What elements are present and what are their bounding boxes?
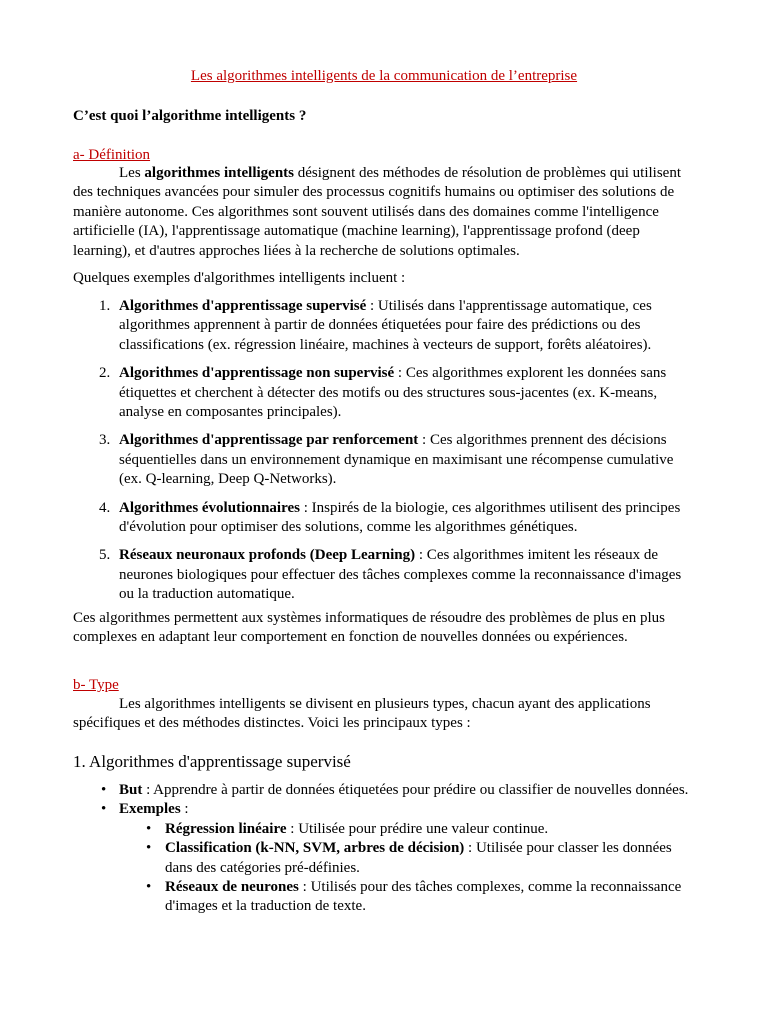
list-item-text: : Utilisés dans l'apprentissage automatique, ces algorithmes apprennent à partir de données étiquetées pour faire des prédictions ou des classifications (ex. régression linéaire, machines à vecteurs de support, forêts aléatoires).	[119, 298, 652, 353]
section-a-heading: a- Définition	[73, 147, 151, 163]
list-item	[73, 499, 693, 538]
list-number: 4.	[99, 499, 111, 516]
definition-paragraph	[73, 164, 693, 261]
definition-term: algorithmes intelligents	[144, 165, 294, 181]
supervised-list	[73, 781, 693, 917]
list-item-text: : Ces algorithmes explorent les données sans étiquettes et cherchent à détecter des motifs ou des structures sous-jacentes (ex. K-means, analyse en composantes principales).	[119, 365, 667, 421]
supervised-heading: 1. Algorithmes d'apprentissage supervisé	[73, 752, 351, 771]
list-item-term: Algorithmes d'apprentissage supervisé	[119, 298, 367, 314]
list-item-text: : Ces algorithmes imitent les réseaux de neurones biologiques pour effectuer des tâches complexes comme la reconnaissance d'images ou la traduction automatique.	[119, 547, 682, 603]
type-intro-paragraph: Les algorithmes intelligents se divisent en plusieurs types, chacun ayant des applications spécifiques et des méthodes distinctes. Voici les principaux types :	[73, 696, 651, 732]
sub-item-text: : Utilisée pour classer les données dans des catégories pré-définies.	[165, 840, 672, 876]
list-item	[73, 297, 693, 355]
list-number: 1.	[99, 298, 111, 314]
bullet: •	[146, 820, 152, 837]
question-heading: C’est quoi l’algorithme intelligents ?	[73, 108, 307, 124]
but-label: But	[119, 782, 143, 798]
bullet: •	[101, 801, 107, 818]
sub-item-term: Classification (k-NN, SVM, arbres de décision)	[165, 840, 465, 857]
section-b-heading: b- Type	[73, 677, 119, 693]
list-item	[73, 431, 693, 489]
list-number: 3.	[99, 432, 111, 449]
but-text: : Apprendre à partir de données étiquetées pour prédire ou classifier de nouvelles données.	[142, 782, 689, 798]
list-item	[73, 839, 693, 878]
list-item-term: Algorithmes d'apprentissage non supervisé	[119, 365, 395, 382]
bullet: •	[146, 879, 152, 896]
sub-item-text: : Utilisés pour des tâches complexes, comme la reconnaissance d'images et la traduction de texte.	[165, 879, 682, 915]
exemples-text: :	[180, 801, 189, 818]
bullet: •	[146, 840, 152, 857]
conclusion-paragraph: Ces algorithmes permettent aux systèmes informatiques de résoudre des problèmes de plus en plus complexes en adaptant leur comportement en fonction de nouvelles données ou expériences.	[73, 610, 665, 646]
list-item-term: Algorithmes évolutionnaires	[119, 499, 300, 516]
list-item	[73, 364, 693, 422]
list-item	[73, 800, 693, 819]
list-item	[73, 820, 693, 839]
sub-item-term: Régression linéaire	[165, 820, 287, 837]
sub-item-term: Réseaux de neurones	[165, 879, 299, 896]
definition-lead: Les	[119, 165, 145, 181]
list-item	[73, 878, 693, 917]
exemples-label: Exemples	[119, 801, 181, 818]
list-item-text: : Ces algorithmes prennent des décisions séquentielles dans un environnement dynamique en maximisant une récompense cumulative (ex. Q-learning, Deep Q-Networks).	[119, 432, 674, 488]
examples-list	[73, 297, 693, 605]
list-item-term: Réseaux neuronaux profonds (Deep Learning)	[119, 547, 416, 564]
list-item-text: : Inspirés de la biologie, ces algorithmes utilisent des principes d'évolution pour optimiser des solutions, comme les algorithmes génétiques.	[119, 499, 681, 536]
document-title: Les algorithmes intelligents de la communication de l’entreprise	[190, 68, 578, 84]
definition-text: désignent des méthodes de résolution de problèmes qui utilisent des techniques avancées pour simuler des processus cognitifs humains ou optimiser des solutions de manière autonome. Ces algorithmes sont souvent utilisés dans des domaines comme l'intelligence artificielle (IA), l'apprentissage automatique (machine learning), l'apprentissage profond (deep learning), et d'autres approches liées à la recherche de solutions optimales.	[73, 165, 682, 259]
list-number: 5.	[99, 547, 111, 564]
sub-item-text: : Utilisée pour prédire une valeur continue.	[286, 820, 549, 837]
list-item	[73, 781, 693, 800]
list-item	[73, 546, 693, 604]
bullet: •	[101, 782, 107, 798]
list-item-term: Algorithmes d'apprentissage par renforcement	[119, 432, 419, 449]
list-number: 2.	[99, 365, 111, 382]
examples-intro: Quelques exemples d'algorithmes intelligents incluent :	[73, 270, 406, 286]
